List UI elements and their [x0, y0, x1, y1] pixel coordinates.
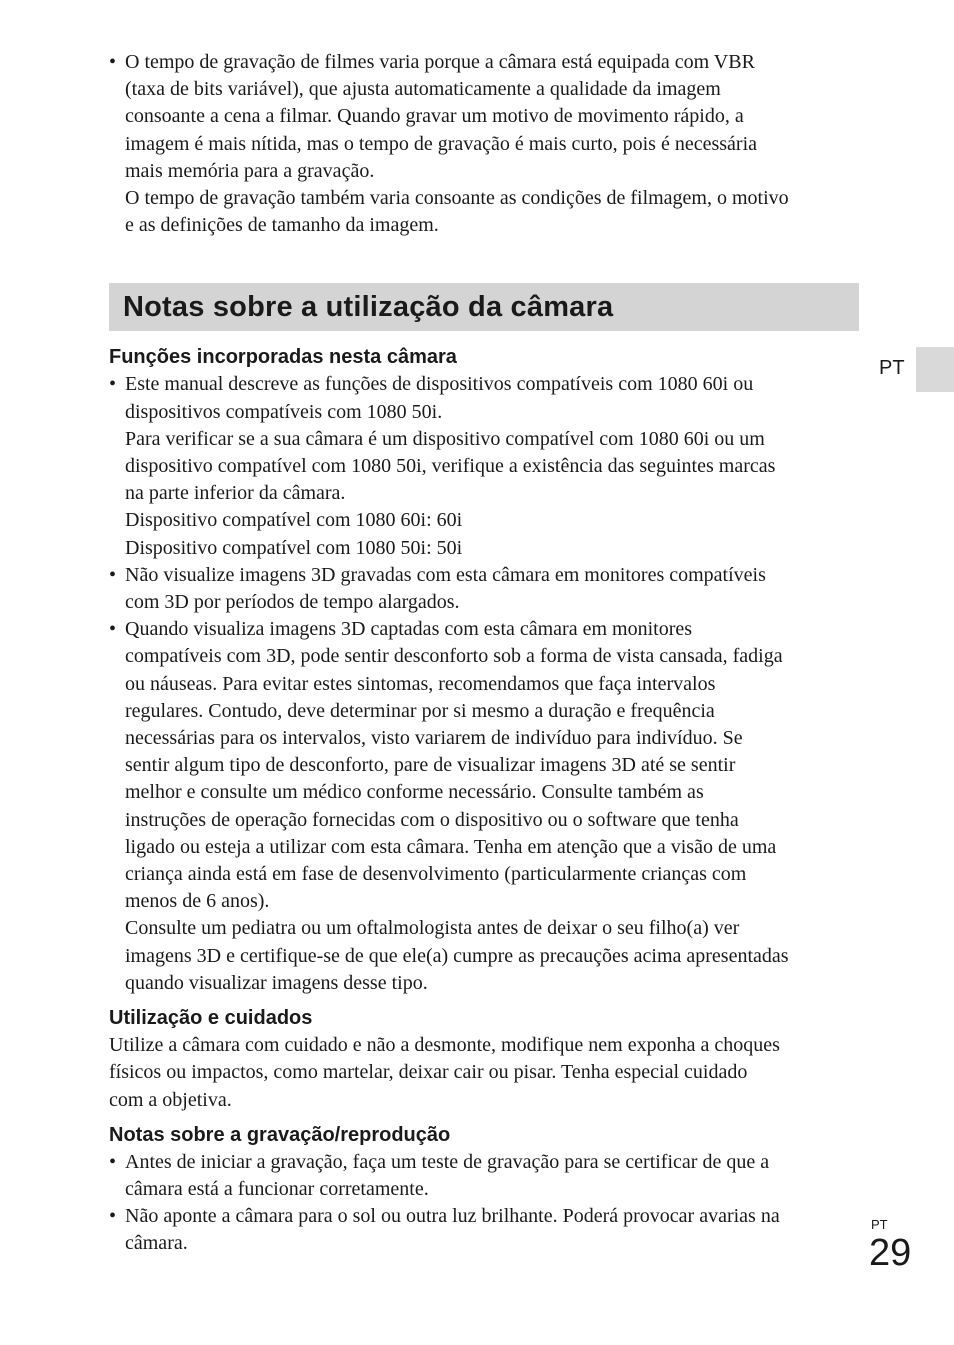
page-language-label: PT [871, 1217, 888, 1232]
text-line: imagens 3D e certifique-se de que ele(a) cumpre as precauções acima apresentadas [125, 944, 789, 967]
text-line: quando visualizar imagens desse tipo. [125, 971, 428, 994]
recording-bullet-2 [109, 1203, 859, 1257]
text-line: (taxa de bits variável), que ajusta automaticamente a qualidade da imagem [125, 78, 721, 101]
text-line: • Quando visualiza imagens 3D captadas com esta câmara em monitores [125, 618, 693, 641]
text-line: câmara. [125, 1232, 188, 1255]
text-line: sentir algum tipo de desconforto, pare de visualizar imagens 3D até se sentir [125, 754, 736, 777]
text-line: • Não aponte a câmara para o sol ou outra luz brilhante. Poderá provocar avarias na [125, 1205, 780, 1228]
functions-heading: Funções incorporadas nesta câmara [109, 346, 457, 369]
text-line: instruções de operação fornecidas com o dispositivo ou o software que tenha [125, 808, 739, 831]
text-line: e as definições de tamanho da imagem. [125, 214, 439, 237]
text-line: compatíveis com 3D, pode sentir desconforto sob a forma de vista cansada, fadiga [125, 645, 783, 668]
section-title: Notas sobre a utilização da câmara [123, 290, 614, 323]
text-line: ligado ou esteja a utilizar com esta câmara. Tenha em atenção que a visão de uma [125, 835, 777, 858]
text-line: com 3D por períodos de tempo alargados. [125, 591, 460, 614]
text-line: na parte inferior da câmara. [125, 482, 346, 505]
recording-heading: Notas sobre a gravação/reprodução [109, 1123, 451, 1146]
usage-paragraph [109, 1032, 859, 1114]
text-line: consoante a cena a filmar. Quando gravar um motivo de movimento rápido, a [125, 105, 744, 128]
text-line: Para verificar se a sua câmara é um dispositivo compatível com 1080 60i ou um [125, 427, 765, 450]
text-line: físicos ou impactos, como martelar, deixar cair ou pisar. Tenha especial cuidado [109, 1061, 748, 1084]
intro-bullet [109, 49, 859, 239]
page-content [109, 49, 859, 1258]
text-line: Dispositivo compatível com 1080 60i: 60i [125, 509, 463, 532]
section-title-banner [109, 283, 859, 331]
text-line: necessárias para os intervalos, visto variarem de indivíduo para indivíduo. Se [125, 727, 743, 750]
text-line: melhor e consulte um médico conforme necessário. Consulte também as [125, 781, 704, 804]
language-side-tab [916, 347, 954, 392]
text-line: • Este manual descreve as funções de dispositivos compatíveis com 1080 60i ou [125, 373, 754, 396]
text-line: menos de 6 anos). [125, 890, 270, 913]
text-line: O tempo de gravação também varia consoante as condições de filmagem, o motivo [125, 187, 789, 210]
text-line: dispositivos compatíveis com 1080 50i. [125, 400, 443, 423]
text-line: • O tempo de gravação de filmes varia porque a câmara está equipada com VBR [125, 51, 755, 73]
usage-heading: Utilização e cuidados [109, 1007, 313, 1030]
text-line: Dispositivo compatível com 1080 50i: 50i [125, 536, 463, 559]
page-number: 29 [869, 1232, 912, 1274]
text-line: mais memória para a gravação. [125, 159, 375, 182]
text-line: regulares. Contudo, deve determinar por si mesmo a duração e frequência [125, 699, 715, 722]
text-line: dispositivo compatível com 1080 50i, verifique a existência das seguintes marcas [125, 455, 776, 478]
text-line: • Não visualize imagens 3D gravadas com esta câmara em monitores compatíveis [125, 563, 766, 586]
text-line: ou náuseas. Para evitar estes sintomas, recomendamos que faça intervalos [125, 672, 716, 695]
text-line: • Antes de iniciar a gravação, faça um teste de gravação para se certificar de que a [125, 1150, 770, 1173]
text-line: Utilize a câmara com cuidado e não a desmonte, modifique nem exponha a choques [109, 1034, 780, 1057]
functions-bullet-3 [109, 616, 859, 997]
functions-bullet-1 [109, 371, 859, 561]
text-line: Consulte um pediatra ou um oftalmologista antes de deixar o seu filho(a) ver [125, 917, 740, 940]
language-side-label: PT [879, 357, 905, 379]
text-line: câmara está a funcionar corretamente. [125, 1177, 429, 1200]
functions-bullet-2 [109, 562, 859, 616]
recording-bullet-1 [109, 1149, 859, 1203]
text-line: criança ainda está em fase de desenvolvimento (particularmente crianças com [125, 863, 747, 886]
text-line: com a objetiva. [109, 1088, 232, 1111]
text-line: imagem é mais nítida, mas o tempo de gravação é mais curto, pois é necessária [125, 132, 758, 155]
